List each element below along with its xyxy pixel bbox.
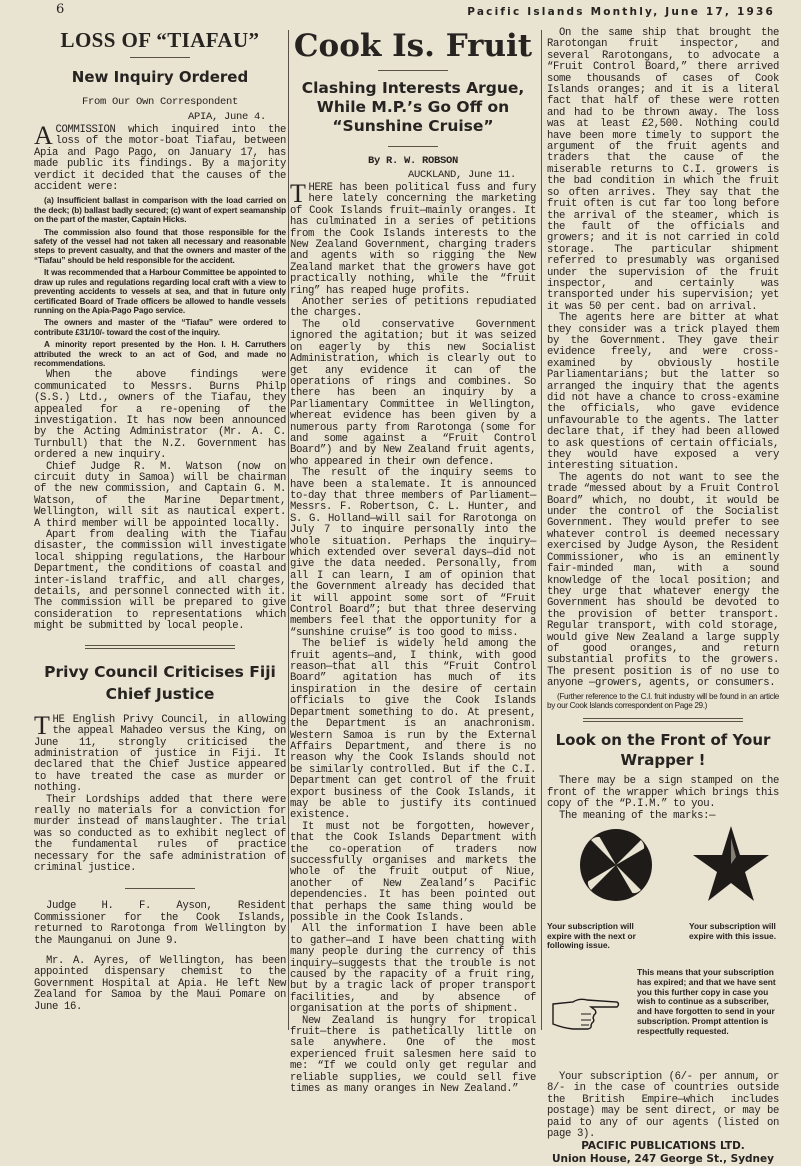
column-divider — [541, 30, 542, 1030]
caption-star-mark: Your subscription will expire with this issue. — [689, 921, 777, 941]
article-paragraph: The belief is widely held among the fruit agents—and, I think, with good reason—that all this “Fruit Control Board” agitation has much of its inspiration in the desire of certain officials to give the Cook Islands Department something to do. At present, the Department is an anachronism. Western Samoa is run by the External Affairs Department, and there is no reason why the Cook Islands should not be similarly controlled. But if the C.I. Department can get control of the fruit export business of the Cook Islands, it may be able to justify its continued existence. — [290, 638, 536, 822]
article-paragraph: When the above findings were communicated to Messrs. Burns Philp (S.S.) Ltd., owners of the Tiafau, they appealed for a re-opening of the investigation. It has now been announced by the Acting Administrator (Mr. A. C. Turnbull) that the N.Z. Government has ordered a new inquiry. — [34, 369, 286, 462]
running-title: Pacific Islands Monthly, June 17, 1936 — [467, 6, 775, 18]
news-item: Judge H. F. Ayson, Resident Commissioner for the Cook Islands, returned to Rarotonga from Wellington by the Maunganui on June 9. — [34, 900, 286, 947]
column-divider — [288, 30, 289, 1030]
article-paragraph: The agents here are bitter at what they consider was a trick played them by the Government. They gave their evidence freely, and were cross-examined by obviously hostile Parliamentarians; but the latter so arranged the inquiry that the agents did not have a chance to cross-examine the officials, who gave evidence unfavourable to the agents. The latter declare that, if they had been allowed to ask questions of certain officials, they would have exposed a very interesting situation. — [547, 312, 779, 473]
article-paragraph: All the information I have been able to gather—and I have been chatting with many people during the currency of this inquiry—suggests that the trouble is not caused by the rapacity of a fruit ring, but by a tragic lack of proper transport facilities, and by absence of organisation at the ports of shipment. — [290, 923, 536, 1016]
short-rule — [388, 146, 438, 147]
article-paragraph: New Zealand is hungry for tropical fruit—there is pathetically little on sale anywhere. One of the most experienced fruit salesmen here said to me: “If we could only get regular and reliable supplies, we could sell five times as many oranges in New Zealand.” — [290, 1014, 536, 1096]
pointing-hand-icon — [551, 994, 621, 1034]
byline: By R. W. ROBSON — [367, 155, 458, 167]
notice-block — [547, 968, 779, 1070]
short-rule — [130, 57, 190, 58]
headline-tiafau: LOSS OF “TIAFAU” — [60, 28, 260, 52]
finding-paragraph: The owners and master of the “Tiafau” were ordered to contribute £31/10/- toward the cost of the inquiry. — [34, 318, 286, 337]
article-paragraph: HE English Privy Council, in allowing the appeal Mahadeo versus the King, on June 11, strongly criticised the administration of justice in Fiji. It declared that the Chief Justice appeared to have treated the case as murder or nothing. — [34, 713, 286, 795]
correspondent-line: From Our Own Correspondent — [81, 96, 239, 108]
page-number: 6 — [56, 2, 65, 17]
article-paragraph: Apart from dealing with the Tiafau disaster, the commission will investigate local shipping regulations, the Harbour Department, the conditions of coastal and inter-island traffic, and all charges, details, and personnel connected with it. The commission will be prepared to give consideration to representations which might be submitted by local people. — [34, 529, 286, 633]
wrapper-marks — [547, 822, 779, 922]
article-paragraph: Their Lordships added that there were really no materials for a conviction for murder instead of manslaughter. The trial was so conducted as to exhibit neglect of the fundamental rules of practice necessary for the safe administration of criminal justice. — [34, 793, 286, 874]
article-paragraph: On the same ship that brought the Rarotongan fruit inspector, and several Rarotongans, to advocate a “Fruit Control Board,” there arrived some thousands of cases of Cook Islands oranges; and it is a literal fact that half of these were rotten and had to be thrown away. The loss was at least £2,500. Nothing could have been more timely to support the argument of the fruit agents and traders that the cause of the miserable returns to C.I. growers is the bad condition in which the fruit so often arrives. They say that the fruit often is cut far too long before the arrival of the steamer, which is the fault of the officials and growers; and it is not carried in cold storage. The particular shipment referred to presumably was organised under the supervision of the fruit inspector, and certainly was transported under his supervision; yet it was 50 per cent. bad on arrival. — [547, 27, 779, 313]
wrapper-paragraph: There may be a sign stamped on the front of the wrapper which brings this copy of the “P.I.M.” to you. — [547, 775, 779, 811]
headline-cook-fruit: Cook Is. Fruit — [293, 28, 533, 64]
finding-paragraph: A minority report presented by the Hon. I. H. Carruthers attributed the wreck to an act of God, and made no recommendations. — [34, 340, 286, 368]
column-1 — [34, 28, 286, 1013]
article-paragraph: HERE has been political fuss and fury here lately concerning the marketing of Cook Islands fruit—mainly oranges. It has culminated in a series of petitions from the Cook Islands interests to the New Zealand Government, charging traders and agents with so rigging the New Zealand market that the growers have got practically nothing, while the “fruit ring” has reaped huge profits. — [290, 182, 536, 297]
finding-paragraph: (a) Insufficient ballast in comparison with the load carried on the deck; (b) ballast badly secured; (c) want of expert seamanship on the part of the master, Captain Hicks. — [34, 196, 286, 225]
headline-wrapper: Look on the Front of Your Wrapper ! — [555, 731, 771, 770]
short-rule — [125, 888, 195, 889]
expired-notice: This means that your subscription has expired; and that we have sent you this further copy in case you wish to continue as a subscriber, and have forgotten to send in your subscription. Prompt attention is respectfully requested. — [637, 967, 776, 1036]
cross-reference-note: (Further reference to the C.I. fruit industry will be found in an article by our Cook Islands correspondent on Page 29.) — [547, 691, 779, 710]
subscription-paragraph: Your subscription (6/- per annum, or 8/- in the case of countries outside the British Empire—which includes postage) may be sent direct, or may be paid to any of our agents (listed on page 3). — [547, 1071, 779, 1141]
short-rule — [378, 70, 448, 71]
finding-paragraph: It was recommended that a Harbour Committee be appointed to draw up rules and regulations regarding local craft with a view to preventing accidents to vessels at sea, and that in future only certificated Board of Trade officers be allowed to handle vessels running on the Apia-Pago Pago service. — [34, 268, 286, 315]
publisher-name: PACIFIC PUBLICATIONS LTD. — [581, 1140, 745, 1153]
wrapper-paragraph: The meaning of the marks:— — [559, 809, 716, 822]
page-header — [0, 0, 801, 24]
caption-cross-mark: Your subscription will expire with the next or following issue. — [547, 921, 636, 951]
article-paragraph: It must not be forgotten, however, that the Cook Islands Department with the co-operation of traders now successfully organises and markets the whole of the fruit output of Niue, another of New Zealand’s Pacific dependencies. It has been pointed out that perhaps the same thing would be possible in the Cook Islands. — [290, 820, 536, 924]
dateline-auckland: AUCKLAND, June 11. — [407, 169, 516, 181]
article-paragraph: COMMISSION which inquired into the loss of the motor-boat Tiafau, between Apia and Pago Pago, on January 17, has made public its findings. By a majority verdict it decided that the causes of the accident were: — [34, 124, 286, 194]
article-paragraph: The old conservative Government ignored the agitation; but it was seized on eagerly by this new Socialist Administration, which is clearly out to get any evidence it can of the operations of rings and combines. So there has been an inquiry by a Parliamentary Committee in Wellington, whereat evidence has been given by a numerous party from Rarotonga (some for and some against a “Fruit Control Board”) and by New Zealand fruit agents, who appeared in their own defence. — [290, 318, 536, 468]
dateline-apia: APIA, June 4. — [187, 111, 266, 123]
drop-cap: T — [290, 179, 306, 208]
news-item: Mr. A. Ayres, of Wellington, has been appointed dispensary chemist to the Government Hospital at Apia. He left New Zealand for Samoa by the Maui Pomare on June 16. — [34, 955, 286, 1013]
article-paragraph: Another series of petitions repudiated the charges. — [290, 296, 536, 320]
deck-clashing-interests: Clashing Interests Argue, While M.P.’s Go Off on “Sunshine Cruise” — [301, 79, 525, 135]
publisher-address: Union House, 247 George St., Sydney — [551, 1153, 774, 1166]
section-rule — [583, 718, 743, 722]
column-3 — [547, 28, 779, 1166]
section-rule — [85, 645, 235, 649]
mark-captions — [547, 922, 779, 968]
drop-cap: T — [34, 710, 50, 740]
article-paragraph: The result of the inquiry seems to have been a stalemate. It is announced to-day that three members of Parliament—Messrs. F. Robertson, C. L. Hunter, and S. G. Holland—will sail for Rarotonga on July 7 to inquire personally into the whole situation. Perhaps the inquiry—which extended over several days—did not give the data needed. Personally, from all I can learn, I am of opinion that the Government already has decided that it will appoint some sort of “Fruit Control Board”; but that three deserving members feel that the opportunity for a “sunshine cruise” is too good to miss. — [290, 467, 536, 639]
finding-paragraph: The commission also found that those responsible for the safety of the vessel had not taken all necessary and reasonable steps to prevent casualty, and that the owners and master of the “Tiafau” should be held responsible for the accident. — [34, 227, 286, 265]
column-2 — [290, 28, 536, 1096]
star-icon — [691, 824, 771, 904]
subhead-new-inquiry: New Inquiry Ordered — [71, 68, 249, 86]
article-paragraph: Chief Judge R. M. Watson (now on circuit duty in Samoa) will be chairman of the new commission, and Captain G. M. Watson, of the Marine Department, Wellington, will sit as nautical expert. A third member will be appointed locally. — [34, 460, 286, 530]
black-cross-circle-icon — [577, 826, 655, 904]
drop-cap: A — [34, 121, 53, 150]
article-paragraph: The agents do not want to see the trade “messed about by a Fruit Control Board” which, no doubt, it would be under the control of the Socialist Government. They would prefer to see whatever control is deemed necessary exercised by Judge Ayson, the Resident Commissioner, who is an eminently fair-minded man, with a sound knowledge of the local position; and they urge that whatever energy the Government has should be devoted to the provision of better transport. Regular transport, with cold storage, would give New Zealand a large supply of good oranges, and return substantial profits to the growers. The present position is of no use to anyone —growers, agents, or consumers. — [547, 471, 779, 690]
headline-privy-council: Privy Council Criticises Fiji Chief Justice — [44, 662, 276, 703]
